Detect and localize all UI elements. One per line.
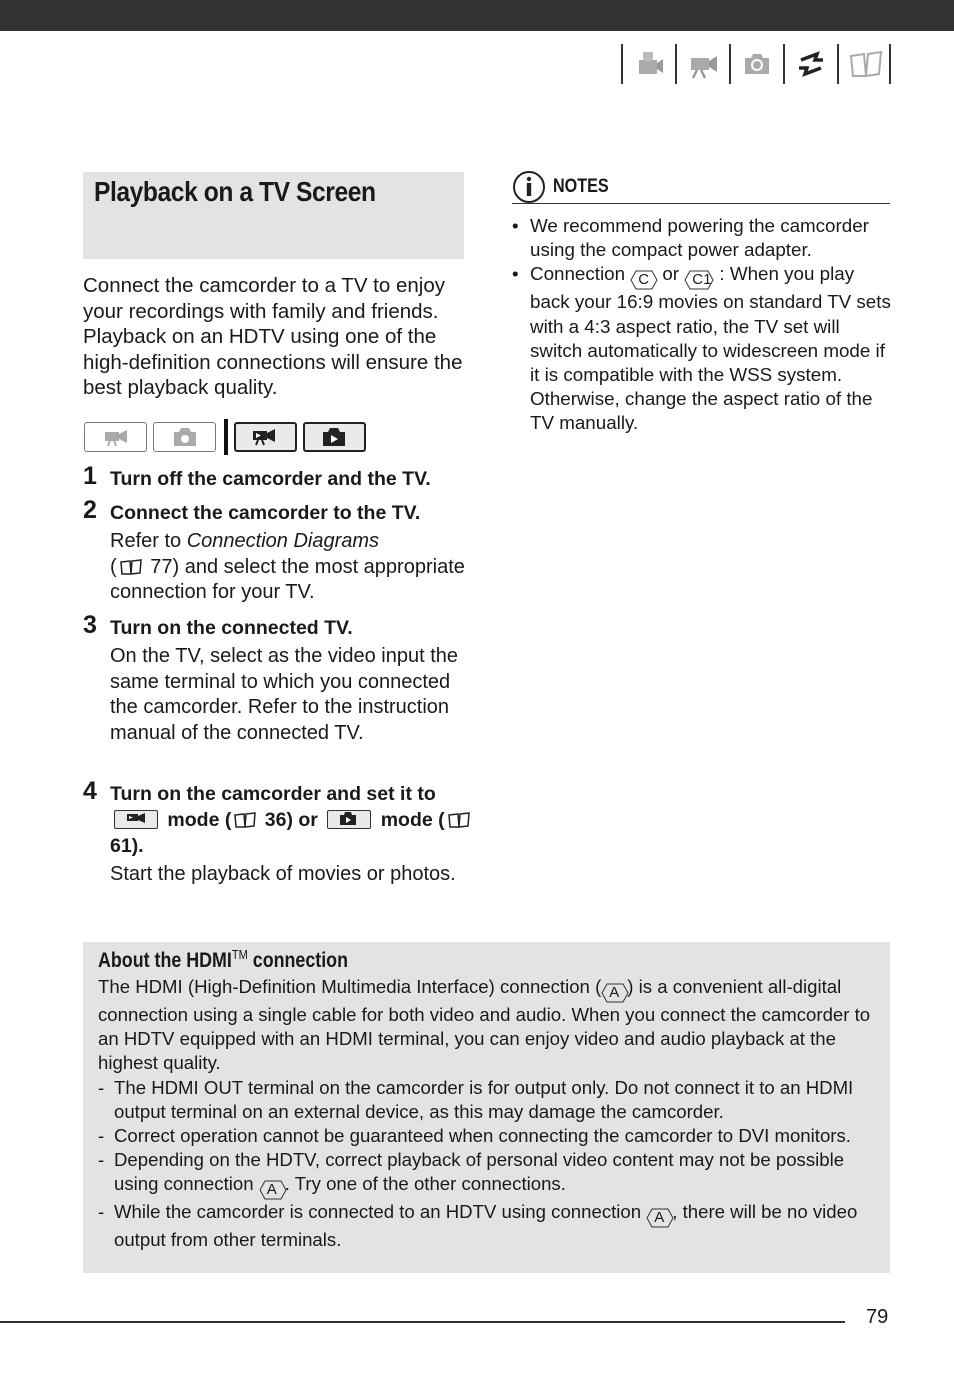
connection-diagrams-reference[interactable]: Connection Diagrams (186, 530, 380, 552)
book-icon[interactable] (837, 44, 891, 84)
top-bar (0, 0, 954, 31)
step-heading: Connect the camcorder to the TV. (110, 502, 421, 524)
movie-playback-mode-icon (114, 810, 158, 829)
camcorder-setup-icon[interactable] (621, 44, 675, 84)
step-3 (83, 611, 473, 746)
page-number: 79 (866, 1306, 889, 1328)
notes-label: NOTES (553, 176, 609, 197)
section-tabs (621, 44, 891, 86)
list-item: - Correct operation cannot be guaranteed when connecting the camcorder to DVI monitors. (98, 1124, 883, 1148)
movie-camera-icon[interactable] (675, 44, 729, 84)
info-icon (512, 170, 546, 204)
notes-list (512, 214, 892, 436)
step-2 (83, 496, 473, 606)
list-item: - Depending on the HDTV, correct playback of personal video content may not be possible using connection A . Try one of the other connections. (98, 1148, 883, 1200)
photo-camera-icon[interactable] (729, 44, 783, 84)
photo-record-mode-icon (153, 422, 216, 452)
connection-a-icon: A (646, 1208, 672, 1228)
step-number: 2 (83, 496, 97, 524)
step-body: Start the playback of movies or photos. (110, 863, 456, 885)
step-heading: Turn on the connected TV. (110, 617, 353, 639)
hdmi-paragraph: The HDMI (High-Definition Multimedia Interface) connection ( A ) is a convenient all-digital connection using a single cable for both video and audio. When you connect the camcorder to an HDTV equipped with an HDMI terminal, you can enjoy video and audio playback at the highest quality. (98, 976, 871, 1074)
step-1 (83, 462, 473, 492)
list-item: - The HDMI OUT terminal on the camcorder is for output only. Do not connect it to an HDMI output terminal on an external device, as this may damage the camcorder. (98, 1076, 883, 1124)
book-icon (448, 812, 470, 828)
hdmi-info-box (83, 942, 890, 1273)
list-item: - While the camcorder is connected to an HDTV using connection A , there will be no video output from other terminals. (98, 1200, 883, 1252)
page-title: Playback on a TV Screen (94, 176, 376, 207)
hdmi-text (98, 975, 883, 1253)
connection-a-icon: A (601, 983, 627, 1003)
connection-c-icon: C (630, 270, 657, 290)
step-heading: Turn on the camcorder and set it to mode ( 36) or mode ( 61). (110, 781, 473, 859)
intro-paragraph: Connect the camcorder to a TV to enjoy your recordings with family and friends. Playback on an HDTV using one of the high-definition connections will ensure the best playback quality. (83, 274, 463, 399)
connection-c1-icon: C1 (684, 270, 719, 290)
book-icon (120, 559, 142, 575)
movie-playback-mode-icon (234, 422, 297, 452)
step-4 (83, 777, 473, 888)
connection-icon[interactable] (783, 44, 837, 84)
mode-selector (84, 419, 372, 455)
hdmi-title: About the HDMI™ connection (98, 947, 348, 972)
step-body: On the TV, select as the video input the same terminal to which you connected the camcorder. Refer to the instruction manual of the connected TV. (110, 645, 459, 744)
movie-record-mode-icon (84, 422, 147, 452)
hdmi-list (98, 1076, 883, 1253)
photo-playback-mode-icon (327, 810, 371, 829)
step-body: Refer to Connection Diagrams ( 77) and select the most appropriate connection for your TV. (110, 530, 465, 603)
step-number: 1 (83, 462, 97, 490)
title-box (83, 172, 464, 259)
photo-playback-mode-icon (303, 422, 366, 452)
notes-header (512, 171, 890, 204)
step-number: 3 (83, 611, 97, 639)
footer-rule (0, 1321, 845, 1323)
list-item: • We recommend powering the camcorder using the compact power adapter. (512, 214, 892, 262)
step-number: 4 (83, 777, 97, 805)
connection-a-icon: A (259, 1180, 285, 1200)
book-icon (234, 812, 256, 828)
step-heading: Turn off the camcorder and the TV. (110, 468, 431, 490)
list-item: • Connection C or C1 : When you play back your 16:9 movies on standard TV sets with a 4:3 aspect ratio, the TV set will switch automatically to widescreen mode if it is compatible with the WSS system. Otherwise, change the aspect ratio of the TV manually. (512, 262, 892, 435)
mode-divider (224, 419, 228, 455)
